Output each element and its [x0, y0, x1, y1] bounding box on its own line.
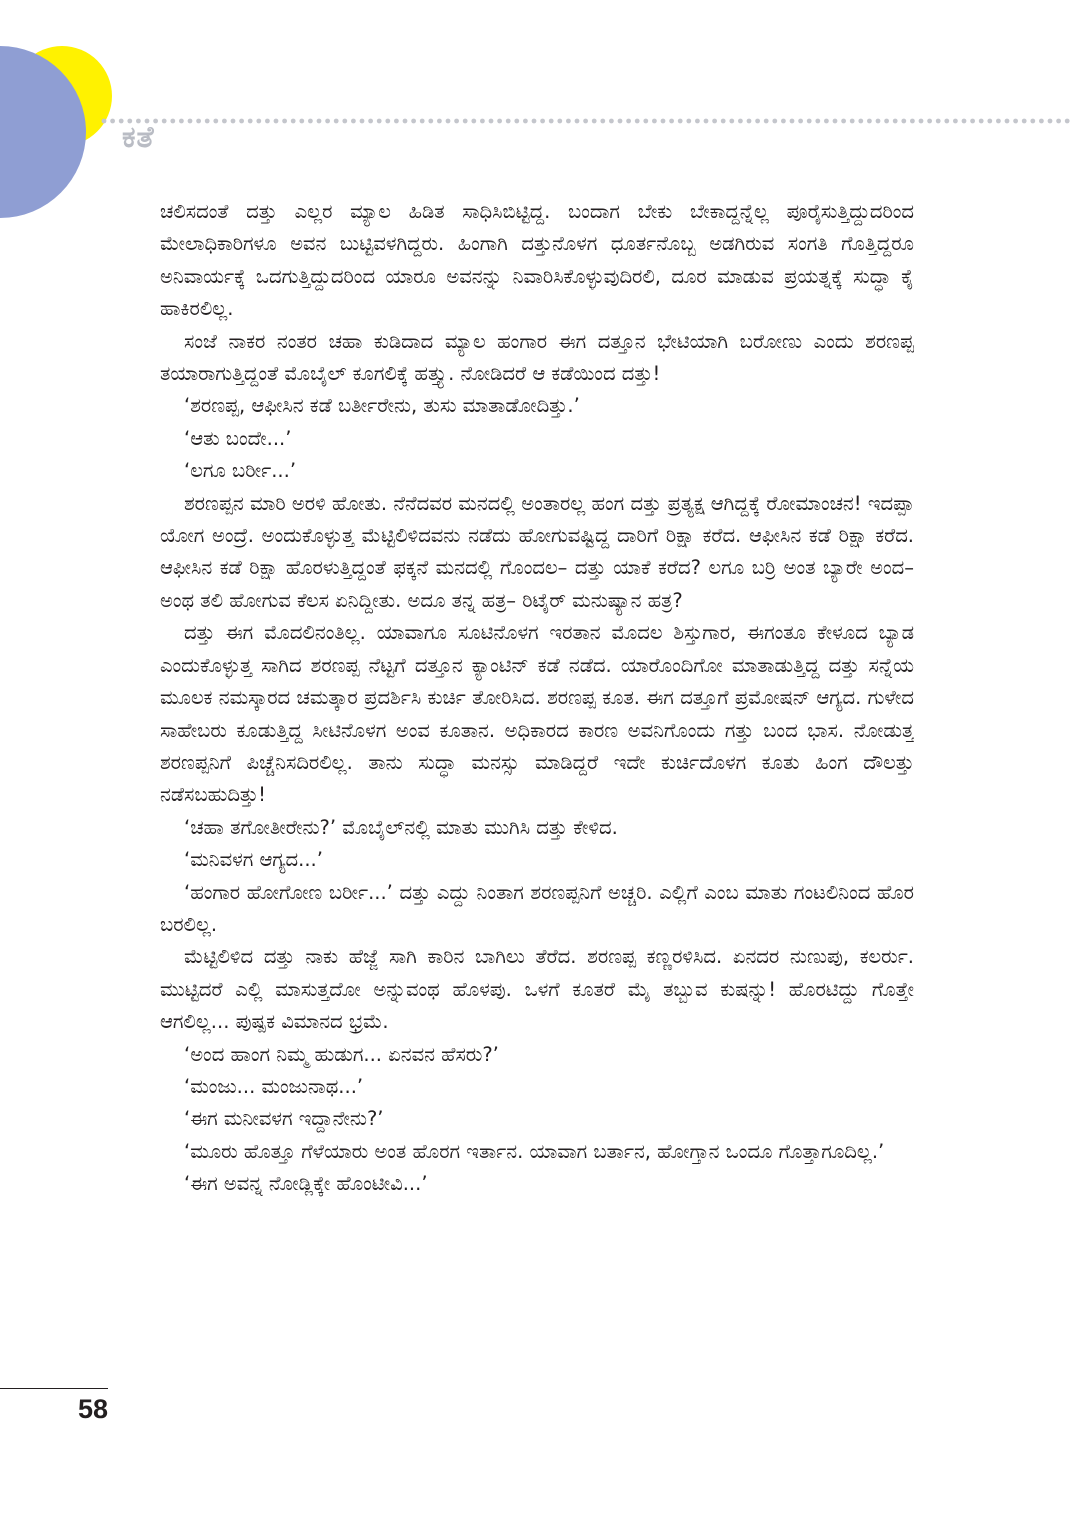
dot-mark	[1065, 119, 1070, 124]
dot-mark	[1005, 119, 1010, 124]
dot-mark	[403, 119, 408, 124]
story-dialogue: ‘ಶರಣಪ್ಪ, ಆಫೀಸಿನ ಕಡೆ ಬರ್ತೀರೇನು, ತುಸು ಮಾತಾಡೋದಿತ್ತು.’	[184, 394, 580, 418]
dot-mark	[893, 119, 898, 124]
dot-mark	[901, 119, 906, 124]
dot-mark	[540, 119, 545, 124]
dot-mark	[867, 119, 872, 124]
dot-mark	[858, 119, 863, 124]
dot-mark	[1013, 119, 1018, 124]
dot-mark	[420, 119, 425, 124]
dot-mark	[471, 119, 476, 124]
dot-mark	[506, 119, 511, 124]
dot-mark	[721, 119, 726, 124]
dot-mark	[936, 119, 941, 124]
dot-mark	[342, 119, 347, 124]
dot-mark	[704, 119, 709, 124]
header-decoration	[0, 0, 1072, 220]
dot-mark	[850, 119, 855, 124]
dot-mark	[824, 119, 829, 124]
dot-mark	[239, 119, 244, 124]
dot-mark	[222, 119, 227, 124]
dot-mark	[428, 119, 433, 124]
story-paragraph: ಶರಣಪ್ಪನ ಮಾರಿ ಅರಳಿ ಹೋತು. ನೆನೆದವರ ಮನದಲ್ಲಿ ಅಂತಾರಲ್ಲ ಹಂಗ ದತ್ತು ಪ್ರತ್ಯಕ್ಷ ಆಗಿದ್ದಕ್ಕೆ ರೋಮಾಂಚನ! ಇದಪ್ಪಾ ಯೋಗ ಅಂದ್ರೆ. ಅಂದುಕೊಳ್ಳುತ್ತ ಮೆಟ್ಟಿಲಿಳಿದವನು ನಡೆದು ಹೋಗುವಷ್ಟಿದ್ದ ದಾರಿಗೆ ರಿಕ್ಷಾ ಕರೆದ. ಆಫೀಸಿನ ಕಡೆ ರಿಕ್ಷಾ ಕರೆದ. ಆಫೀಸಿನ ಕಡೆ ರಿಕ್ಷಾ ಹೊರಳುತ್ತಿದ್ದಂತೆ ಫಕ್ಕನೆ ಮನದಲ್ಲಿ ಗೊಂದಲ– ದತ್ತು ಯಾಕೆ ಕರೆದ? ಲಗೂ ಬರ್ರಿ ಅಂತ ಬ್ಯಾರೇ ಅಂದ– ಅಂಥ ತಲಿ ಹೋಗುವ ಕೆಲಸ ಏನಿದ್ದೀತು. ಅದೂ ತನ್ನ ಹತ್ರ– ರಿಟೈರ್ ಮನುಷ್ಯಾನ ಹತ್ರ?	[160, 491, 914, 612]
dot-mark	[884, 119, 889, 124]
dot-mark	[712, 119, 717, 124]
dot-mark	[678, 119, 683, 124]
dot-mark	[764, 119, 769, 124]
dot-mark	[179, 119, 184, 124]
dot-mark	[600, 119, 605, 124]
dot-mark	[626, 119, 631, 124]
dotted-rule	[102, 119, 1070, 124]
story-paragraph: ಚಲಿಸದಂತೆ ದತ್ತು ಎಲ್ಲರ ಮ್ಯಾಲ ಹಿಡಿತ ಸಾಧಿಸಿಬಿಟ್ಟಿದ್ದ. ಬಂದಾಗ ಬೇಕು ಬೇಕಾದ್ದನ್ನೆಲ್ಲ ಪೂರೈಸುತ್ತಿದ್ದುದರಿಂದ ಮೇಲಾಧಿಕಾರಿಗಳೂ ಅವನ ಬುಟ್ಟಿವಳಗಿದ್ದರು. ಹಿಂಗಾಗಿ ದತ್ತುನೊಳಗ ಧೂರ್ತನೊಬ್ಬ ಅಡಗಿರುವ ಸಂಗತಿ ಗೊತ್ತಿದ್ದರೂ ಅನಿವಾರ್ಯಕ್ಕೆ ಒದಗುತ್ತಿದ್ದುದರಿಂದ ಯಾರೂ ಅವನನ್ನು ನಿವಾರಿಸಿಕೊಳ್ಳುವುದಿರಲಿ, ದೂರ ಮಾಡುವ ಪ್ರಯತ್ನಕ್ಕೆ ಸುದ್ಧಾ ಕೈ ಹಾಕಿರಲಿಲ್ಲ.	[160, 200, 914, 321]
dot-mark	[110, 119, 115, 124]
dot-mark	[411, 119, 416, 124]
dot-mark	[979, 119, 984, 124]
dot-mark	[437, 119, 442, 124]
dot-mark	[291, 119, 296, 124]
dot-mark	[514, 119, 519, 124]
story-dialogue: ‘ಮನಿವಳಗ ಆಗ್ಯದ...’	[184, 848, 323, 872]
dot-mark	[170, 119, 175, 124]
dot-mark	[454, 119, 459, 124]
dot-mark	[385, 119, 390, 124]
story-paragraph: ‘ಮೂರು ಹೊತ್ತೂ ಗೆಳೆಯಾರು ಅಂತ ಹೊರಗ ಇರ್ತಾನ. ಯಾವಾಗ ಬರ್ತಾನ, ಹೋಗ್ತಾನ ಒಂದೂ ಗೊತ್ತಾಗೂದಿಲ್ಲ.’	[184, 1139, 885, 1163]
dot-mark	[480, 119, 485, 124]
dot-mark	[661, 119, 666, 124]
dot-mark	[944, 119, 949, 124]
dot-mark	[833, 119, 838, 124]
dot-mark	[566, 119, 571, 124]
dot-mark	[256, 119, 261, 124]
story-paragraph: ಸಂಜೆ ನಾಕರ ನಂತರ ಚಹಾ ಕುಡಿದಾದ ಮ್ಯಾಲ ಹಂಗಾರ ಈಗ ದತ್ತೂನ ಭೇಟಿಯಾಗಿ ಬರೋಣು ಎಂದು ಶರಣಪ್ಪ ತಯಾರಾಗುತ್ತಿದ್ದಂತೆ ಮೊಬೈಲ್ ಕೂಗಲಿಕ್ಕೆ ಹತ್ತ್ಯು. ನೋಡಿದರೆ ಆ ಕಡೆಯಿಂದ ದತ್ತು!	[160, 329, 914, 386]
dot-mark	[798, 119, 803, 124]
dot-mark	[1039, 119, 1044, 124]
dot-mark	[729, 119, 734, 124]
dot-mark	[351, 119, 356, 124]
dot-mark	[1056, 119, 1061, 124]
story-paragraph: ದತ್ತು ಈಗ ಮೊದಲಿನಂತಿಲ್ಲ. ಯಾವಾಗೂ ಸೂಟಿನೊಳಗ ಇರತಾನ ಮೊದಲ ಶಿಸ್ತುಗಾರ, ಈಗಂತೂ ಕೇಳೂದ ಬ್ಯಾಡ ಎಂದುಕೊಳ್ಳುತ್ತ ಸಾಗಿದ ಶರಣಪ್ಪ ನೆಟ್ಟಗೆ ದತ್ತೂನ ಕ್ಯಾಂಟಿನ್ ಕಡೆ ನಡೆದ. ಯಾರೊಂದಿಗೋ ಮಾತಾಡುತ್ತಿದ್ದ ದತ್ತು ಸನ್ನೆಯ ಮೂಲಕ ನಮಸ್ಕಾರದ ಚಮತ್ಕಾರ ಪ್ರದರ್ಶಿಸಿ ಕುರ್ಚಿ ತೋರಿಸಿದ. ಶರಣಪ್ಪ ಕೂತ. ಈಗ ದತ್ತೂಗೆ ಪ್ರಮೋಷನ್ ಆಗ್ಯದ. ಗುಳೇದ ಸಾಹೇಬರು ಕೂಡುತ್ತಿದ್ದ ಸೀಟಿನೊಳಗ ಅಂವ ಕೂತಾನ. ಅಧಿಕಾರದ ಕಾರಣ ಅವನಿಗೊಂದು ಗತ್ತು ಬಂದ ಭಾಸ. ನೋಡುತ್ತ ಶರಣಪ್ಪನಿಗೆ ಪಿಚ್ಚೆನಿಸದಿರಲಿಲ್ಲ. ತಾನು ಸುದ್ಧಾ ಮನಸ್ಸು ಮಾಡಿದ್ದರೆ ಇದೇ ಕುರ್ಚಿದೊಳಗ ಕೂತು ಹಿಂಗ ದೌಲತ್ತು ನಡೆಸಬಹುದಿತ್ತು!	[160, 621, 914, 807]
section-label: ಕತೆ	[122, 120, 155, 155]
dot-mark	[618, 119, 623, 124]
dot-mark	[368, 119, 373, 124]
dot-mark	[213, 119, 218, 124]
story-dialogue: ‘ಆತು ಬಂದೇ...’	[184, 426, 292, 450]
dot-mark	[317, 119, 322, 124]
dot-mark	[953, 119, 958, 124]
dot-mark	[919, 119, 924, 124]
dot-mark	[815, 119, 820, 124]
dot-mark	[987, 119, 992, 124]
dot-mark	[609, 119, 614, 124]
dot-mark	[970, 119, 975, 124]
dot-mark	[790, 119, 795, 124]
story-dialogue: ‘ಅಂದ ಹಾಂಗ ನಿಮ್ಮ ಹುಡುಗ... ಏನವನ ಹೆಸರು?’	[184, 1042, 499, 1066]
dot-mark	[231, 119, 236, 124]
dot-mark	[772, 119, 777, 124]
story-dialogue: ‘ಲಗೂ ಬರ್ರೀ...’	[184, 459, 297, 483]
dot-mark	[248, 119, 253, 124]
dot-mark	[549, 119, 554, 124]
dot-mark	[446, 119, 451, 124]
dot-mark	[807, 119, 812, 124]
dot-mark	[652, 119, 657, 124]
dot-mark	[463, 119, 468, 124]
dot-mark	[927, 119, 932, 124]
dot-mark	[282, 119, 287, 124]
dot-mark	[781, 119, 786, 124]
story-text	[160, 196, 914, 1396]
dot-mark	[557, 119, 562, 124]
dot-mark	[635, 119, 640, 124]
dot-mark	[738, 119, 743, 124]
dot-mark	[497, 119, 502, 124]
dot-mark	[686, 119, 691, 124]
dot-mark	[274, 119, 279, 124]
dot-mark	[592, 119, 597, 124]
dot-mark	[532, 119, 537, 124]
dot-mark	[205, 119, 210, 124]
dot-mark	[575, 119, 580, 124]
page-number: 58	[78, 1394, 109, 1424]
dot-mark	[489, 119, 494, 124]
dot-mark	[643, 119, 648, 124]
dot-mark	[377, 119, 382, 124]
dot-mark	[394, 119, 399, 124]
dot-mark	[360, 119, 365, 124]
dot-mark	[669, 119, 674, 124]
dot-mark	[1022, 119, 1027, 124]
dot-mark	[1030, 119, 1035, 124]
dot-mark	[841, 119, 846, 124]
dot-mark	[996, 119, 1001, 124]
dot-mark	[188, 119, 193, 124]
dot-mark	[308, 119, 313, 124]
story-paragraph: ಮೆಟ್ಟಿಲಿಳಿದ ದತ್ತು ನಾಕು ಹೆಜ್ಜೆ ಸಾಗಿ ಕಾರಿನ ಬಾಗಿಲು ತೆರೆದ. ಶರಣಪ್ಪ ಕಣ್ಣರಳಿಸಿದ. ಏನದರ ನುಣುಪು, ಕಲರ್ರು. ಮುಟ್ಟಿದರೆ ಎಲ್ಲಿ ಮಾಸುತ್ತದೋ ಅನ್ನುವಂಥ ಹೊಳಪು. ಒಳಗೆ ಕೂತರೆ ಮೈ ತಬ್ಬುವ ಕುಷನ್ನು! ಹೊರಟಿದ್ದು ಗೊತ್ತೇ ಆಗಲಿಲ್ಲ... ಪುಷ್ಪಕ ವಿಮಾನದ ಭ್ರಮೆ.	[160, 945, 914, 1034]
dot-mark	[265, 119, 270, 124]
story-dialogue: ‘ಮಂಜು... ಮಂಜುನಾಥ...’	[184, 1074, 364, 1098]
dot-mark	[102, 119, 107, 124]
dot-mark	[1048, 119, 1053, 124]
footer-rule	[0, 1388, 108, 1389]
story-dialogue: ‘ಈಗ ಅವನ್ನ ನೋಡ್ಲಿಕ್ಕೇ ಹೊಂಟೀವಿ...’	[184, 1172, 428, 1196]
dot-mark	[162, 119, 167, 124]
story-dialogue: ‘ಈಗ ಮನೀವಳಗ ಇದ್ದಾನೇನು?’	[184, 1107, 384, 1131]
dot-mark	[523, 119, 528, 124]
dot-mark	[325, 119, 330, 124]
dot-mark	[583, 119, 588, 124]
dot-mark	[299, 119, 304, 124]
dot-mark	[876, 119, 881, 124]
dot-mark	[962, 119, 967, 124]
dot-mark	[755, 119, 760, 124]
dot-mark	[695, 119, 700, 124]
dot-mark	[196, 119, 201, 124]
dot-mark	[747, 119, 752, 124]
story-dialogue: ‘ಚಹಾ ತಗೋತೀರೇನು?’ ಮೊಬೈಲ್‌ನಲ್ಲಿ ಮಾತು ಮುಗಿಸಿ ದತ್ತು ಕೇಳಿದ.	[184, 815, 618, 839]
dot-mark	[334, 119, 339, 124]
dot-mark	[910, 119, 915, 124]
story-paragraph: ‘ಹಂಗಾರ ಹೋಗೋಣ ಬರ್ರೀ...’ ದತ್ತು ಎದ್ದು ನಿಂತಾಗ ಶರಣಪ್ಪನಿಗೆ ಅಚ್ಚರಿ. ಎಲ್ಲಿಗೆ ಎಂಬ ಮಾತು ಗಂಟಲಿನಿಂದ ಹೊರ ಬರಲಿಲ್ಲ.	[160, 880, 914, 936]
